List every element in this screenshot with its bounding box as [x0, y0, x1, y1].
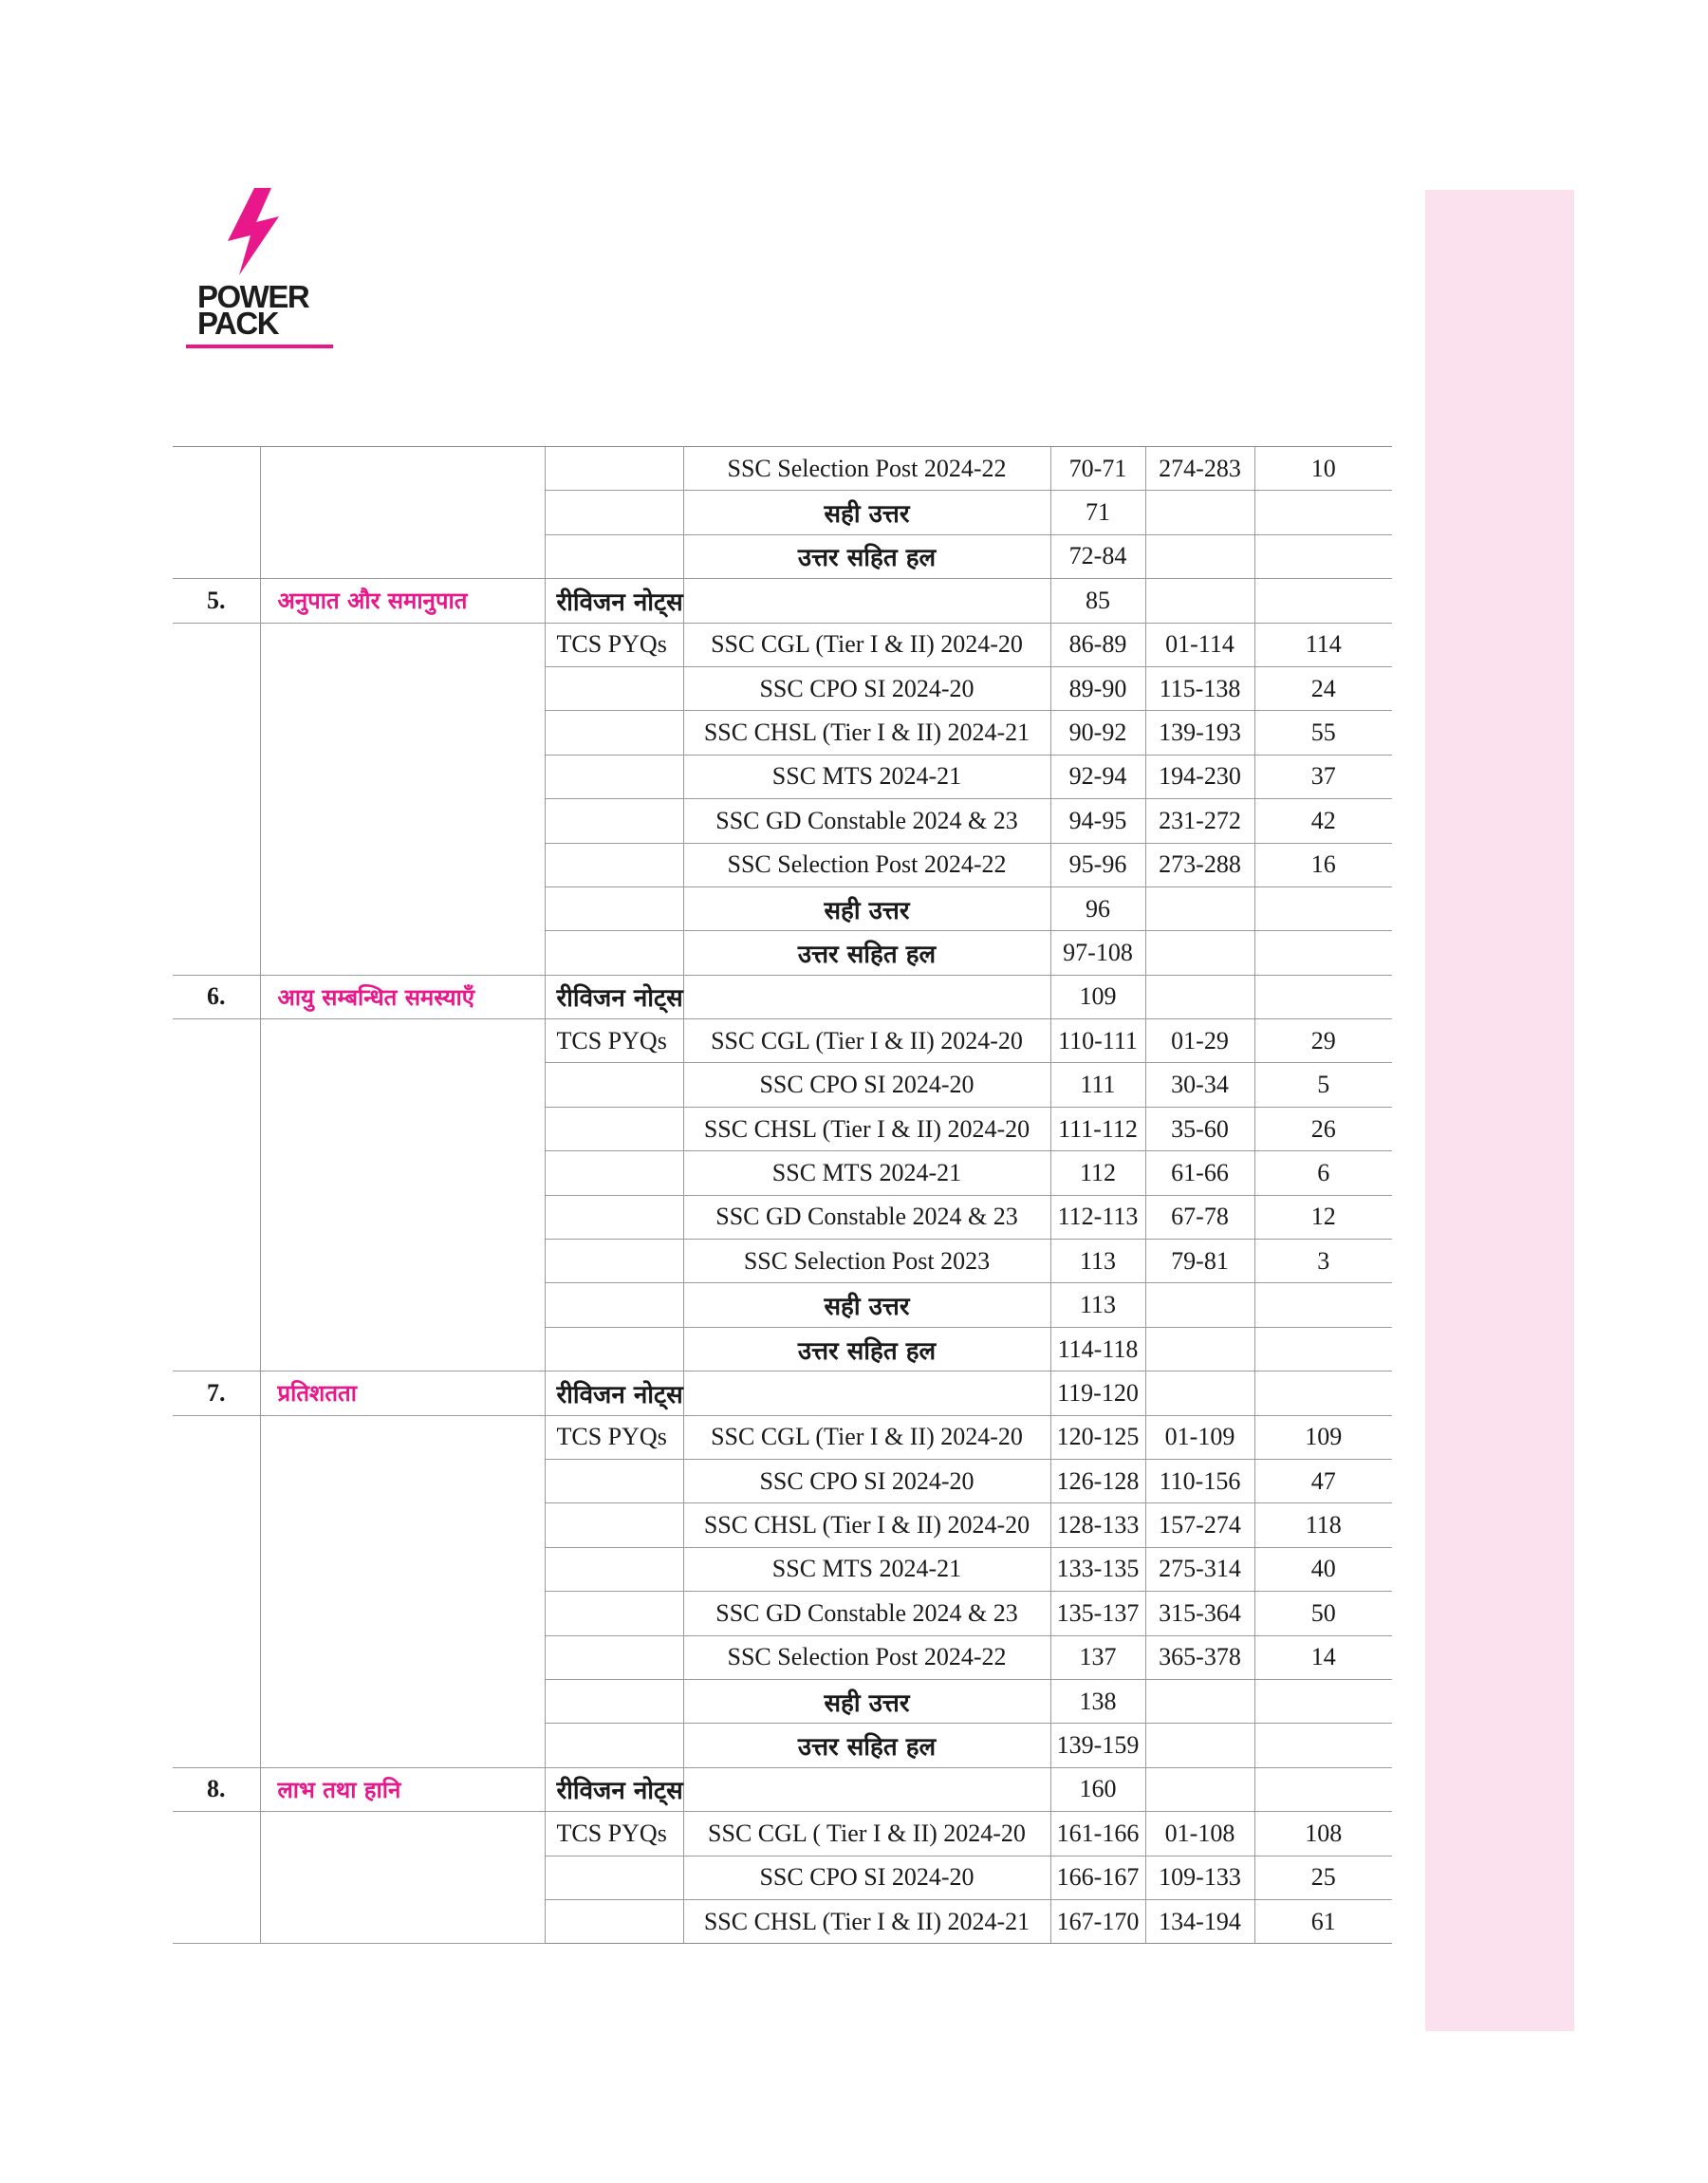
page-range: 120-125 — [1050, 1415, 1145, 1459]
question-count: 42 — [1254, 799, 1392, 843]
question-range: 274-283 — [1145, 447, 1254, 491]
exam-name: SSC CHSL (Tier I & II) 2024-20 — [683, 1503, 1050, 1547]
empty-cell — [545, 1547, 683, 1591]
empty-cell — [545, 1195, 683, 1239]
empty-cell — [173, 623, 260, 975]
logo-underline — [186, 345, 333, 348]
empty-cell — [1145, 491, 1254, 534]
page-range: 85 — [1050, 579, 1145, 623]
question-range: 115-138 — [1145, 666, 1254, 710]
page-range: 119-120 — [1050, 1371, 1145, 1415]
empty-cell — [545, 1283, 683, 1327]
question-range: 30-34 — [1145, 1063, 1254, 1107]
page-range: 137 — [1050, 1635, 1145, 1679]
contents-table — [173, 446, 1392, 1944]
empty-cell — [683, 975, 1050, 1018]
question-range: 315-364 — [1145, 1592, 1254, 1635]
page-range: 167-170 — [1050, 1899, 1145, 1943]
exam-name: SSC CGL (Tier I & II) 2024-20 — [683, 1415, 1050, 1459]
empty-cell — [1254, 1679, 1392, 1723]
question-count: 14 — [1254, 1635, 1392, 1679]
question-range: 35-60 — [1145, 1107, 1254, 1150]
table-row — [173, 447, 1392, 491]
empty-cell — [1254, 975, 1392, 1018]
exam-name: SSC CPO SI 2024-20 — [683, 666, 1050, 710]
empty-cell — [545, 711, 683, 755]
exam-name: SSC CHSL (Tier I & II) 2024-20 — [683, 1107, 1050, 1150]
pyq-label: TCS PYQs — [545, 1415, 683, 1459]
exam-name: SSC CHSL (Tier I & II) 2024-21 — [683, 711, 1050, 755]
question-count: 40 — [1254, 1547, 1392, 1591]
exam-name: SSC Selection Post 2024-22 — [683, 843, 1050, 886]
question-count: 61 — [1254, 1899, 1392, 1943]
chapter-title: लाभ तथा हानि — [260, 1767, 545, 1811]
empty-cell — [545, 1724, 683, 1767]
answers-label: सही उत्तर — [683, 1283, 1050, 1327]
exam-name: SSC Selection Post 2024-22 — [683, 447, 1050, 491]
question-count: 5 — [1254, 1063, 1392, 1107]
solutions-label: उत्तर सहित हल — [683, 1724, 1050, 1767]
page-range: 111-112 — [1050, 1107, 1145, 1150]
empty-cell — [545, 1063, 683, 1107]
question-range: 134-194 — [1145, 1899, 1254, 1943]
question-count: 55 — [1254, 711, 1392, 755]
logo-text-line2: PACK — [197, 306, 279, 341]
empty-cell — [545, 886, 683, 930]
exam-name: SSC Selection Post 2023 — [683, 1240, 1050, 1283]
chapter-title: प्रतिशतता — [260, 1371, 545, 1415]
page-range: 126-128 — [1050, 1459, 1145, 1502]
exam-name: SSC CPO SI 2024-20 — [683, 1459, 1050, 1502]
question-count: 25 — [1254, 1856, 1392, 1899]
page-range: 112-113 — [1050, 1195, 1145, 1239]
revision-notes-label: रीविजन नोट्स — [545, 975, 683, 1018]
empty-cell — [545, 1459, 683, 1502]
empty-cell — [545, 1107, 683, 1150]
empty-cell — [1145, 1767, 1254, 1811]
page-range: 92-94 — [1050, 755, 1145, 798]
empty-cell — [1254, 534, 1392, 578]
empty-cell — [545, 1503, 683, 1547]
question-count: 6 — [1254, 1151, 1392, 1195]
question-range: 01-108 — [1145, 1812, 1254, 1856]
empty-cell — [260, 1415, 545, 1767]
page-range: 72-84 — [1050, 534, 1145, 578]
empty-cell — [683, 1371, 1050, 1415]
empty-cell — [1254, 1327, 1392, 1371]
question-count: 12 — [1254, 1195, 1392, 1239]
exam-name: SSC GD Constable 2024 & 23 — [683, 1195, 1050, 1239]
empty-cell — [545, 931, 683, 975]
empty-cell — [260, 447, 545, 579]
table-row — [173, 1812, 1392, 1856]
question-range: 231-272 — [1145, 799, 1254, 843]
empty-cell — [1145, 1327, 1254, 1371]
empty-cell — [683, 579, 1050, 623]
page-range: 110-111 — [1050, 1019, 1145, 1063]
pyq-label: TCS PYQs — [545, 1812, 683, 1856]
exam-name: SSC CGL (Tier I & II) 2024-20 — [683, 1019, 1050, 1063]
solutions-label: उत्तर सहित हल — [683, 534, 1050, 578]
empty-cell — [1145, 931, 1254, 975]
question-count: 24 — [1254, 666, 1392, 710]
chapter-row — [173, 975, 1392, 1018]
question-count: 118 — [1254, 1503, 1392, 1547]
question-count: 3 — [1254, 1240, 1392, 1283]
chapter-title: अनुपात और समानुपात — [260, 579, 545, 623]
page-range: 133-135 — [1050, 1547, 1145, 1591]
empty-cell — [1254, 1724, 1392, 1767]
empty-cell — [545, 666, 683, 710]
page-range: 112 — [1050, 1151, 1145, 1195]
question-range: 194-230 — [1145, 755, 1254, 798]
empty-cell — [545, 799, 683, 843]
exam-name: SSC MTS 2024-21 — [683, 1547, 1050, 1591]
revision-notes-label: रीविजन नोट्स — [545, 579, 683, 623]
empty-cell — [1254, 491, 1392, 534]
question-range: 275-314 — [1145, 1547, 1254, 1591]
page-range: 111 — [1050, 1063, 1145, 1107]
page-range: 139-159 — [1050, 1724, 1145, 1767]
question-count: 47 — [1254, 1459, 1392, 1502]
exam-name: SSC CHSL (Tier I & II) 2024-21 — [683, 1899, 1050, 1943]
empty-cell — [545, 1679, 683, 1723]
power-pack-logo — [186, 188, 338, 354]
empty-cell — [1145, 975, 1254, 1018]
empty-cell — [545, 1240, 683, 1283]
exam-name: SSC MTS 2024-21 — [683, 1151, 1050, 1195]
empty-cell — [545, 1899, 683, 1943]
page-range: 113 — [1050, 1283, 1145, 1327]
empty-cell — [1145, 1283, 1254, 1327]
exam-name: SSC GD Constable 2024 & 23 — [683, 799, 1050, 843]
empty-cell — [545, 843, 683, 886]
empty-cell — [260, 623, 545, 975]
empty-cell — [1254, 1283, 1392, 1327]
question-range: 273-288 — [1145, 843, 1254, 886]
empty-cell — [1254, 579, 1392, 623]
question-count: 37 — [1254, 755, 1392, 798]
page-range: 94-95 — [1050, 799, 1145, 843]
empty-cell — [545, 755, 683, 798]
chapter-row — [173, 579, 1392, 623]
page-range: 89-90 — [1050, 666, 1145, 710]
page-range: 86-89 — [1050, 623, 1145, 666]
logo-text-line1: POWER — [197, 279, 309, 314]
page-range: 71 — [1050, 491, 1145, 534]
question-count: 29 — [1254, 1019, 1392, 1063]
question-range: 157-274 — [1145, 1503, 1254, 1547]
empty-cell — [1145, 1679, 1254, 1723]
lightning-bolt-icon — [226, 188, 283, 275]
empty-cell — [1145, 579, 1254, 623]
question-count: 16 — [1254, 843, 1392, 886]
empty-cell — [545, 1856, 683, 1899]
answers-label: सही उत्तर — [683, 886, 1050, 930]
question-count: 114 — [1254, 623, 1392, 666]
question-range: 365-378 — [1145, 1635, 1254, 1679]
table-row — [173, 1019, 1392, 1063]
question-range: 01-114 — [1145, 623, 1254, 666]
chapter-title: आयु सम्बन्धित समस्याएँ — [260, 975, 545, 1018]
page-range: 160 — [1050, 1767, 1145, 1811]
question-range: 67-78 — [1145, 1195, 1254, 1239]
question-range: 61-66 — [1145, 1151, 1254, 1195]
empty-cell — [545, 534, 683, 578]
page-range: 161-166 — [1050, 1812, 1145, 1856]
empty-cell — [683, 1767, 1050, 1811]
question-range: 109-133 — [1145, 1856, 1254, 1899]
empty-cell — [1145, 534, 1254, 578]
chapter-number: 8. — [173, 1767, 260, 1811]
side-color-band — [1425, 190, 1574, 2031]
question-count: 109 — [1254, 1415, 1392, 1459]
answers-label: सही उत्तर — [683, 1679, 1050, 1723]
page-range: 109 — [1050, 975, 1145, 1018]
empty-cell — [260, 1019, 545, 1371]
solutions-label: उत्तर सहित हल — [683, 1327, 1050, 1371]
empty-cell — [1145, 1371, 1254, 1415]
empty-cell — [1254, 931, 1392, 975]
page-range: 97-108 — [1050, 931, 1145, 975]
empty-cell — [173, 447, 260, 579]
chapter-row — [173, 1767, 1392, 1811]
exam-name: SSC GD Constable 2024 & 23 — [683, 1592, 1050, 1635]
empty-cell — [173, 1415, 260, 1767]
page-range: 95-96 — [1050, 843, 1145, 886]
empty-cell — [545, 1635, 683, 1679]
empty-cell — [1254, 886, 1392, 930]
exam-name: SSC CPO SI 2024-20 — [683, 1856, 1050, 1899]
page-range: 166-167 — [1050, 1856, 1145, 1899]
exam-name: SSC CGL ( Tier I & II) 2024-20 — [683, 1812, 1050, 1856]
exam-name: SSC CGL (Tier I & II) 2024-20 — [683, 623, 1050, 666]
empty-cell — [260, 1812, 545, 1944]
table-row — [173, 623, 1392, 666]
question-count: 50 — [1254, 1592, 1392, 1635]
page-range: 96 — [1050, 886, 1145, 930]
page-range: 114-118 — [1050, 1327, 1145, 1371]
empty-cell — [545, 491, 683, 534]
question-range: 79-81 — [1145, 1240, 1254, 1283]
solutions-label: उत्तर सहित हल — [683, 931, 1050, 975]
empty-cell — [1145, 886, 1254, 930]
empty-cell — [173, 1019, 260, 1371]
chapter-number: 6. — [173, 975, 260, 1018]
chapter-number: 5. — [173, 579, 260, 623]
page-range: 128-133 — [1050, 1503, 1145, 1547]
empty-cell — [545, 1151, 683, 1195]
pyq-label: TCS PYQs — [545, 623, 683, 666]
question-count: 108 — [1254, 1812, 1392, 1856]
empty-cell — [173, 1812, 260, 1944]
page-range: 138 — [1050, 1679, 1145, 1723]
chapter-number: 7. — [173, 1371, 260, 1415]
table-row — [173, 1415, 1392, 1459]
question-count: 10 — [1254, 447, 1392, 491]
empty-cell — [1254, 1371, 1392, 1415]
page-range: 90-92 — [1050, 711, 1145, 755]
empty-cell — [1145, 1724, 1254, 1767]
page-range: 70-71 — [1050, 447, 1145, 491]
question-count: 26 — [1254, 1107, 1392, 1150]
question-range: 01-29 — [1145, 1019, 1254, 1063]
empty-cell — [545, 1327, 683, 1371]
revision-notes-label: रीविजन नोट्स — [545, 1767, 683, 1811]
chapter-row — [173, 1371, 1392, 1415]
exam-name: SSC MTS 2024-21 — [683, 755, 1050, 798]
question-range: 110-156 — [1145, 1459, 1254, 1502]
pyq-label: TCS PYQs — [545, 1019, 683, 1063]
empty-cell — [545, 447, 683, 491]
question-range: 01-109 — [1145, 1415, 1254, 1459]
empty-cell — [545, 1592, 683, 1635]
empty-cell — [1254, 1767, 1392, 1811]
revision-notes-label: रीविजन नोट्स — [545, 1371, 683, 1415]
question-range: 139-193 — [1145, 711, 1254, 755]
exam-name: SSC Selection Post 2024-22 — [683, 1635, 1050, 1679]
page-range: 135-137 — [1050, 1592, 1145, 1635]
answers-label: सही उत्तर — [683, 491, 1050, 534]
exam-name: SSC CPO SI 2024-20 — [683, 1063, 1050, 1107]
page-range: 113 — [1050, 1240, 1145, 1283]
